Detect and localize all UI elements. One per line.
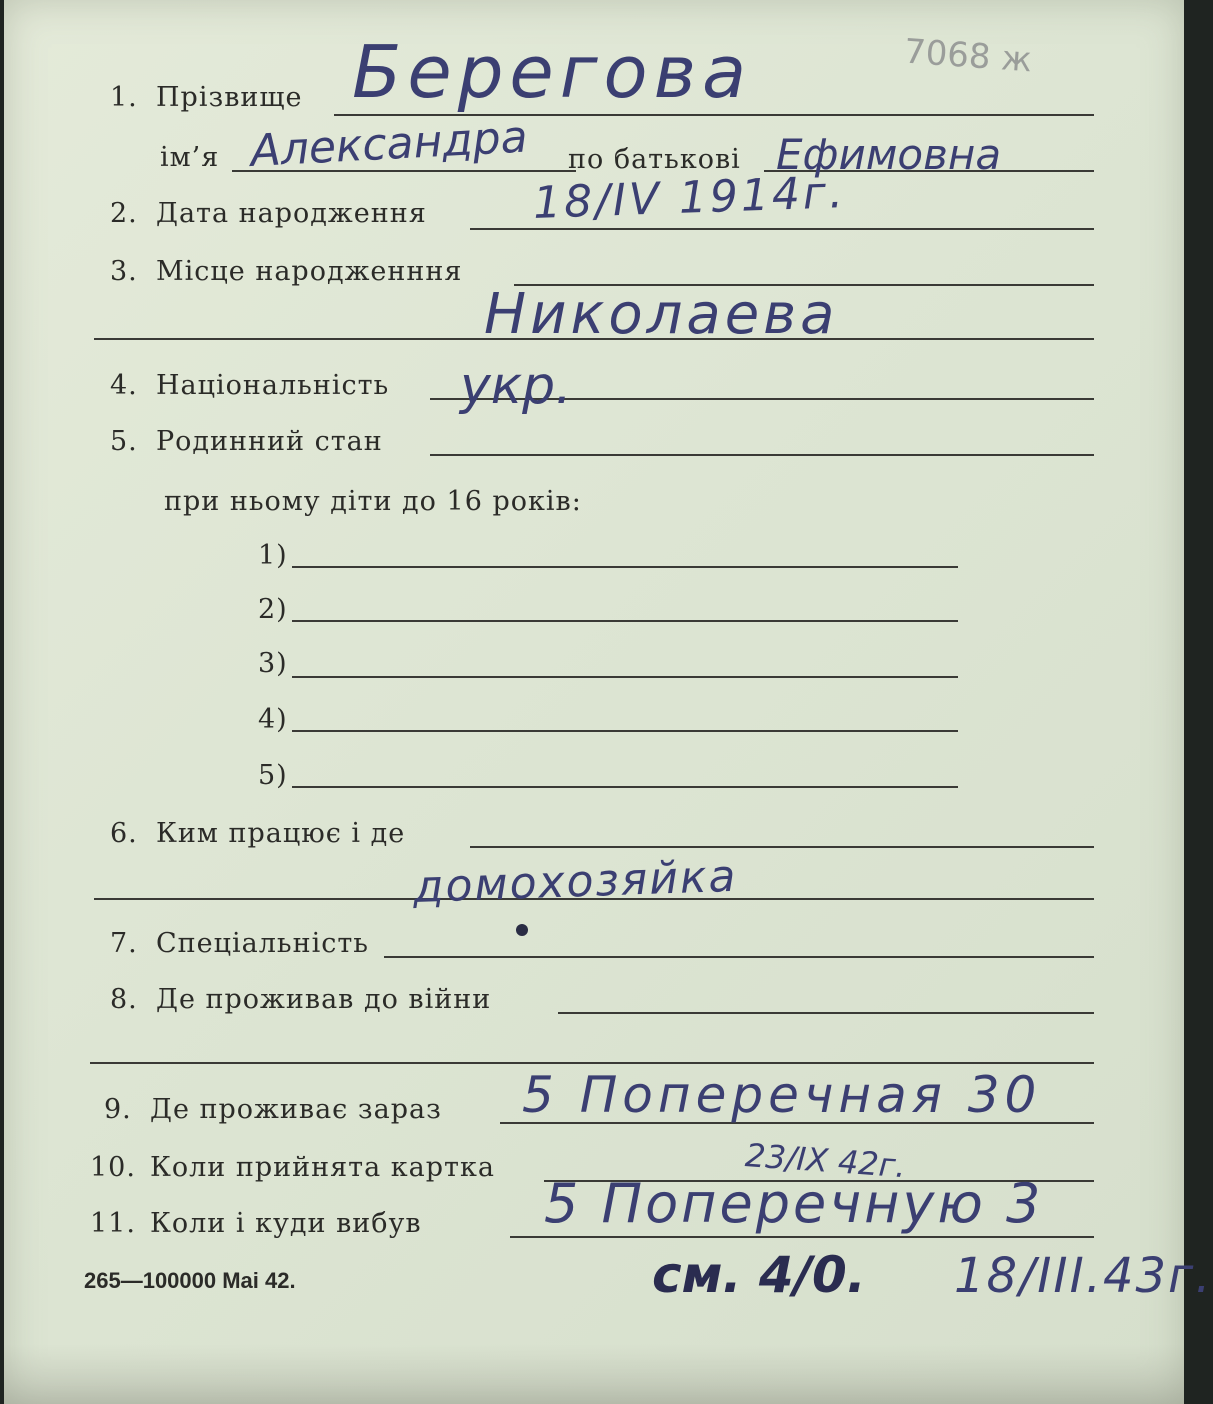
archive-number: 7068 ж bbox=[902, 31, 1034, 81]
label-patronymic: по батькові bbox=[568, 144, 741, 175]
label-birth-place: Місце народженння bbox=[156, 256, 463, 287]
family-status-line bbox=[430, 454, 1094, 456]
label-num-2: 2. bbox=[110, 198, 138, 229]
child-line-2 bbox=[292, 620, 958, 622]
surname-value: Берегова bbox=[352, 30, 753, 114]
first-name-value: Александра bbox=[249, 111, 529, 177]
label-nationality: Національність bbox=[156, 370, 390, 401]
child-num-3: 3) bbox=[258, 648, 288, 679]
child-num-2: 2) bbox=[258, 594, 288, 625]
label-birth-date: Дата народження bbox=[156, 198, 427, 229]
patronymic-value: Ефимовна bbox=[776, 130, 1002, 179]
birth-place-value: Николаева bbox=[484, 282, 839, 347]
print-run-footer: 265—100000 Mai 42. bbox=[84, 1268, 296, 1293]
child-num-5: 5) bbox=[258, 760, 288, 791]
label-specialty: Спеціальність bbox=[156, 928, 369, 959]
specialty-line bbox=[384, 956, 1094, 958]
label-occupation: Ким працює і де bbox=[156, 818, 406, 849]
label-surname: Прізвище bbox=[156, 82, 303, 113]
label-family-status: Родинний стан bbox=[156, 426, 383, 457]
label-num-8: 8. bbox=[110, 984, 138, 1015]
label-num-10: 10. bbox=[90, 1152, 136, 1183]
child-line-1 bbox=[292, 566, 958, 568]
child-line-5 bbox=[292, 786, 958, 788]
registration-card bbox=[4, 0, 1213, 1404]
child-line-3 bbox=[292, 676, 958, 678]
ink-dot bbox=[516, 924, 528, 936]
label-num-9: 9. bbox=[104, 1094, 132, 1125]
occupation-value: домохозяйка bbox=[412, 850, 739, 913]
departed-value: 5 Поперечную 3 bbox=[544, 1172, 1044, 1235]
label-num-4: 4. bbox=[110, 370, 138, 401]
child-line-4 bbox=[292, 730, 958, 732]
card-accepted-value: 23/IX 42г. bbox=[744, 1136, 907, 1186]
label-current-residence: Де проживає зараз bbox=[150, 1094, 442, 1125]
child-num-1: 1) bbox=[258, 540, 288, 571]
label-children: при ньому діти до 16 років: bbox=[164, 486, 582, 517]
label-num-11: 11. bbox=[90, 1208, 136, 1239]
current-residence-value: 5 Поперечная 30 bbox=[522, 1066, 1042, 1124]
label-num-5: 5. bbox=[110, 426, 138, 457]
birth-date-value: 18/IV 1914г. bbox=[532, 167, 847, 229]
label-departed: Коли і куди вибув bbox=[150, 1208, 422, 1239]
departed-note: см. 4/0. bbox=[652, 1246, 866, 1304]
label-prewar-residence: Де проживав до війни bbox=[156, 984, 492, 1015]
prewar-residence-line-1 bbox=[558, 1012, 1094, 1014]
departed-line bbox=[510, 1236, 1094, 1238]
child-num-4: 4) bbox=[258, 704, 288, 735]
occupation-line-1 bbox=[470, 846, 1094, 848]
label-num-7: 7. bbox=[110, 928, 138, 959]
label-num-6: 6. bbox=[110, 818, 138, 849]
label-first-name: ім’я bbox=[160, 142, 220, 173]
prewar-residence-line-2 bbox=[90, 1062, 1094, 1064]
birth-date-line bbox=[470, 228, 1094, 230]
label-num-1: 1. bbox=[110, 82, 138, 113]
nationality-value: укр. bbox=[460, 356, 572, 416]
label-card-accepted: Коли прийнята картка bbox=[150, 1152, 495, 1183]
departed-date: 18/III.43г. bbox=[954, 1248, 1213, 1304]
label-num-3: 3. bbox=[110, 256, 138, 287]
